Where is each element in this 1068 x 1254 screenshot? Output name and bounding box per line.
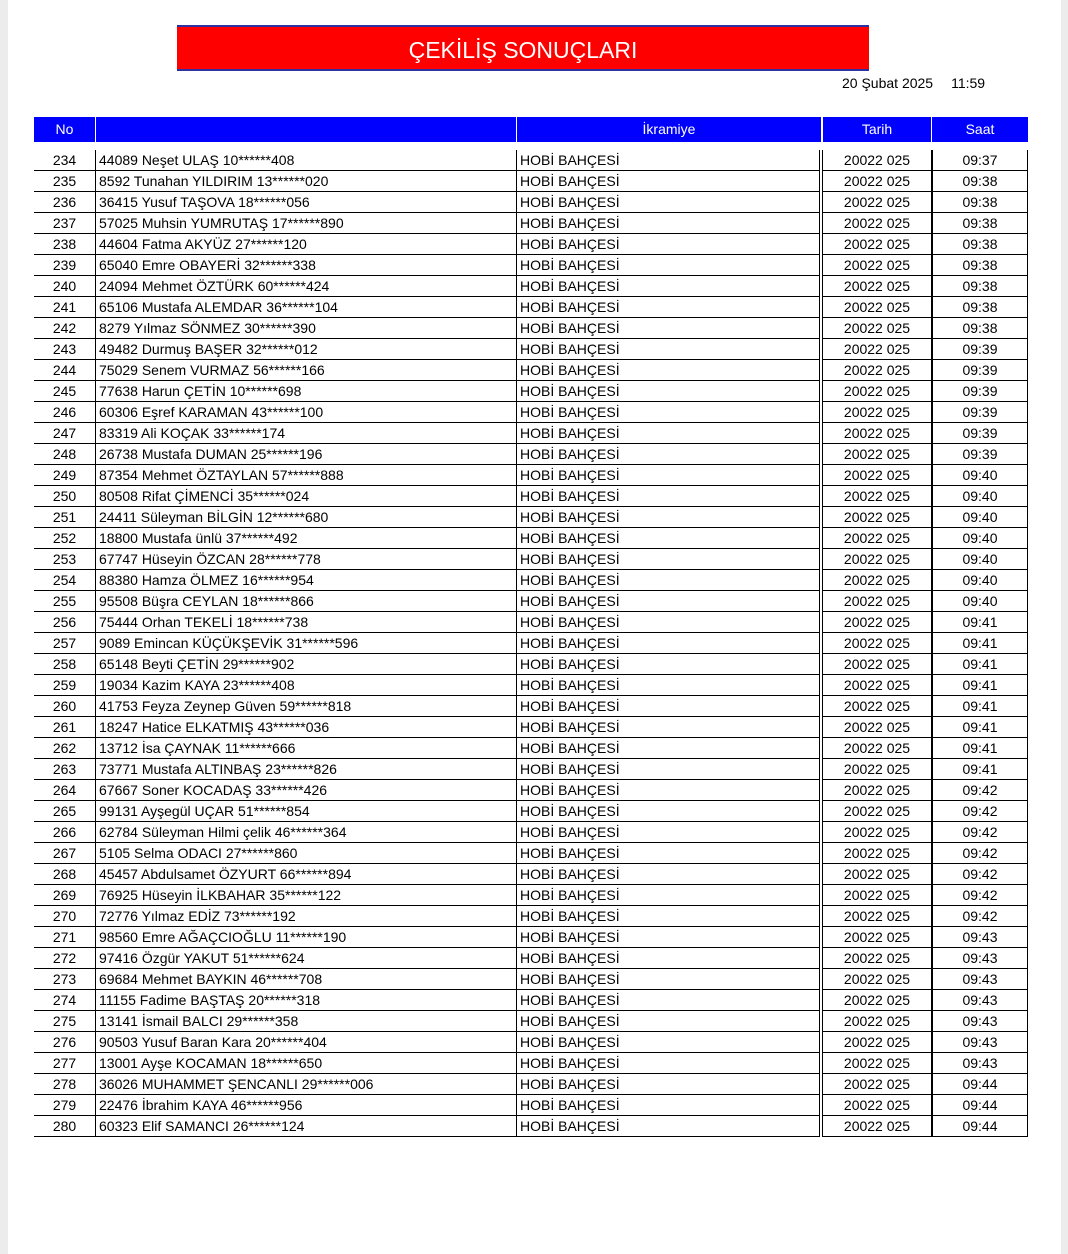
- row-prize: HOBİ BAHÇESİ: [516, 570, 820, 591]
- row-name: 95508 Büşra CEYLAN 18******866: [95, 591, 516, 612]
- table-row: [34, 864, 1028, 885]
- table-row: [34, 654, 1028, 675]
- table-row: [34, 465, 1028, 486]
- table-row: [34, 1011, 1028, 1032]
- row-date: 20022 025: [822, 570, 932, 591]
- row-no: 254: [34, 570, 95, 591]
- row-date: 20022 025: [822, 906, 932, 927]
- header-no: No: [34, 117, 95, 142]
- row-date: 20022 025: [822, 633, 932, 654]
- row-name: 44089 Neşet ULAŞ 10******408: [95, 150, 516, 171]
- table-row: [34, 843, 1028, 864]
- row-prize: HOBİ BAHÇESİ: [516, 990, 820, 1011]
- row-name: 98560 Emre AĞAÇCIOĞLU 11******190: [95, 927, 516, 948]
- row-prize: HOBİ BAHÇESİ: [516, 234, 820, 255]
- row-no: 270: [34, 906, 95, 927]
- row-name: 45457 Abdulsamet ÖZYURT 66******894: [95, 864, 516, 885]
- table-row: [34, 759, 1028, 780]
- row-no: 273: [34, 969, 95, 990]
- row-time: 09:41: [932, 612, 1028, 633]
- row-name: 83319 Ali KOÇAK 33******174: [95, 423, 516, 444]
- row-prize: HOBİ BAHÇESİ: [516, 1116, 820, 1137]
- table-row: [34, 255, 1028, 276]
- row-date: 20022 025: [822, 612, 932, 633]
- table-row: [34, 360, 1028, 381]
- row-date: 20022 025: [822, 696, 932, 717]
- row-time: 09:39: [932, 423, 1028, 444]
- table-row: [34, 1032, 1028, 1053]
- table-row: [34, 549, 1028, 570]
- row-name: 77638 Harun ÇETİN 10******698: [95, 381, 516, 402]
- table-row: [34, 444, 1028, 465]
- row-time: 09:40: [932, 549, 1028, 570]
- row-time: 09:38: [932, 276, 1028, 297]
- row-no: 268: [34, 864, 95, 885]
- row-time: 09:43: [932, 948, 1028, 969]
- row-date: 20022 025: [822, 1116, 932, 1137]
- table-row: [34, 528, 1028, 549]
- row-no: 257: [34, 633, 95, 654]
- row-date: 20022 025: [822, 990, 932, 1011]
- row-no: 276: [34, 1032, 95, 1053]
- table-row: [34, 969, 1028, 990]
- row-no: 246: [34, 402, 95, 423]
- row-no: 265: [34, 801, 95, 822]
- row-time: 09:42: [932, 885, 1028, 906]
- row-date: 20022 025: [822, 843, 932, 864]
- print-datetime: [842, 75, 985, 91]
- table-row: [34, 822, 1028, 843]
- row-no: 236: [34, 192, 95, 213]
- row-time: 09:42: [932, 822, 1028, 843]
- row-date: 20022 025: [822, 1095, 932, 1116]
- row-time: 09:41: [932, 759, 1028, 780]
- table-row: [34, 234, 1028, 255]
- row-time: 09:40: [932, 486, 1028, 507]
- table-row: [34, 570, 1028, 591]
- row-time: 09:38: [932, 234, 1028, 255]
- row-time: 09:38: [932, 255, 1028, 276]
- row-date: 20022 025: [822, 654, 932, 675]
- table-row: [34, 612, 1028, 633]
- document-page: [8, 0, 1061, 1254]
- row-time: 09:38: [932, 171, 1028, 192]
- row-prize: HOBİ BAHÇESİ: [516, 1053, 820, 1074]
- row-name: 60323 Elif SAMANCI 26******124: [95, 1116, 516, 1137]
- row-no: 235: [34, 171, 95, 192]
- row-prize: HOBİ BAHÇESİ: [516, 444, 820, 465]
- row-no: 242: [34, 318, 95, 339]
- row-time: 09:41: [932, 738, 1028, 759]
- table-row: [34, 633, 1028, 654]
- row-date: 20022 025: [822, 402, 932, 423]
- row-date: 20022 025: [822, 318, 932, 339]
- table-row: [34, 927, 1028, 948]
- row-time: 09:38: [932, 192, 1028, 213]
- row-no: 252: [34, 528, 95, 549]
- row-time: 09:39: [932, 402, 1028, 423]
- row-name: 36026 MUHAMMET ŞENCANLI 29******006: [95, 1074, 516, 1095]
- table-row: [34, 318, 1028, 339]
- row-name: 13001 Ayşe KOCAMAN 18******650: [95, 1053, 516, 1074]
- row-no: 266: [34, 822, 95, 843]
- row-name: 9089 Emincan KÜÇÜKŞEVİK 31******596: [95, 633, 516, 654]
- results-body: [34, 150, 1028, 1137]
- row-name: 49482 Durmuş BAŞER 32******012: [95, 339, 516, 360]
- row-time: 09:40: [932, 528, 1028, 549]
- row-prize: HOBİ BAHÇESİ: [516, 864, 820, 885]
- row-name: 75444 Orhan TEKELİ 18******738: [95, 612, 516, 633]
- row-time: 09:42: [932, 864, 1028, 885]
- row-no: 255: [34, 591, 95, 612]
- header-date: Tarih: [823, 117, 931, 142]
- row-prize: HOBİ BAHÇESİ: [516, 717, 820, 738]
- row-name: 67747 Hüseyin ÖZCAN 28******778: [95, 549, 516, 570]
- header-prize: İkramiye: [517, 117, 821, 142]
- row-name: 22476 İbrahim KAYA 46******956: [95, 1095, 516, 1116]
- row-date: 20022 025: [822, 297, 932, 318]
- row-no: 239: [34, 255, 95, 276]
- row-name: 57025 Muhsin YUMRUTAŞ 17******890: [95, 213, 516, 234]
- row-time: 09:40: [932, 465, 1028, 486]
- row-time: 09:41: [932, 654, 1028, 675]
- table-row: [34, 192, 1028, 213]
- row-no: 256: [34, 612, 95, 633]
- row-time: 09:43: [932, 1011, 1028, 1032]
- row-date: 20022 025: [822, 465, 932, 486]
- row-time: 09:44: [932, 1095, 1028, 1116]
- row-no: 237: [34, 213, 95, 234]
- row-prize: HOBİ BAHÇESİ: [516, 801, 820, 822]
- row-name: 65148 Beyti ÇETİN 29******902: [95, 654, 516, 675]
- row-name: 65106 Mustafa ALEMDAR 36******104: [95, 297, 516, 318]
- row-date: 20022 025: [822, 381, 932, 402]
- row-no: 253: [34, 549, 95, 570]
- row-name: 76925 Hüseyin İLKBAHAR 35******122: [95, 885, 516, 906]
- row-prize: HOBİ BAHÇESİ: [516, 171, 820, 192]
- table-row: [34, 696, 1028, 717]
- row-name: 18247 Hatice ELKATMIŞ 43******036: [95, 717, 516, 738]
- row-name: 60306 Eşref KARAMAN 43******100: [95, 402, 516, 423]
- row-prize: HOBİ BAHÇESİ: [516, 465, 820, 486]
- row-prize: HOBİ BAHÇESİ: [516, 150, 820, 171]
- row-prize: HOBİ BAHÇESİ: [516, 486, 820, 507]
- table-row: [34, 339, 1028, 360]
- table-row: [34, 906, 1028, 927]
- row-name: 73771 Mustafa ALTINBAŞ 23******826: [95, 759, 516, 780]
- row-time: 09:40: [932, 570, 1028, 591]
- row-time: 09:37: [932, 150, 1028, 171]
- row-date: 20022 025: [822, 528, 932, 549]
- row-no: 251: [34, 507, 95, 528]
- row-time: 09:38: [932, 213, 1028, 234]
- row-prize: HOBİ BAHÇESİ: [516, 927, 820, 948]
- row-time: 09:43: [932, 969, 1028, 990]
- table-row: [34, 780, 1028, 801]
- row-date: 20022 025: [822, 1011, 932, 1032]
- table-row: [34, 801, 1028, 822]
- row-prize: HOBİ BAHÇESİ: [516, 339, 820, 360]
- row-name: 88380 Hamza ÖLMEZ 16******954: [95, 570, 516, 591]
- row-date: 20022 025: [822, 969, 932, 990]
- row-date: 20022 025: [822, 885, 932, 906]
- row-date: 20022 025: [822, 360, 932, 381]
- row-name: 90503 Yusuf Baran Kara 20******404: [95, 1032, 516, 1053]
- row-prize: HOBİ BAHÇESİ: [516, 633, 820, 654]
- row-no: 240: [34, 276, 95, 297]
- row-no: 275: [34, 1011, 95, 1032]
- row-prize: HOBİ BAHÇESİ: [516, 906, 820, 927]
- table-row: [34, 1074, 1028, 1095]
- row-no: 279: [34, 1095, 95, 1116]
- row-prize: HOBİ BAHÇESİ: [516, 696, 820, 717]
- row-name: 67667 Soner KOCADAŞ 33******426: [95, 780, 516, 801]
- row-no: 262: [34, 738, 95, 759]
- row-time: 09:41: [932, 633, 1028, 654]
- row-time: 09:44: [932, 1074, 1028, 1095]
- row-no: 245: [34, 381, 95, 402]
- row-name: 11155 Fadime BAŞTAŞ 20******318: [95, 990, 516, 1011]
- row-no: 238: [34, 234, 95, 255]
- row-prize: HOBİ BAHÇESİ: [516, 297, 820, 318]
- row-date: 20022 025: [822, 591, 932, 612]
- row-no: 243: [34, 339, 95, 360]
- row-name: 24411 Süleyman BİLGİN 12******680: [95, 507, 516, 528]
- row-time: 09:44: [932, 1116, 1028, 1137]
- row-prize: HOBİ BAHÇESİ: [516, 822, 820, 843]
- table-row: [34, 381, 1028, 402]
- row-time: 09:43: [932, 990, 1028, 1011]
- row-prize: HOBİ BAHÇESİ: [516, 507, 820, 528]
- row-time: 09:41: [932, 675, 1028, 696]
- row-no: 264: [34, 780, 95, 801]
- table-row: [34, 1053, 1028, 1074]
- row-no: 261: [34, 717, 95, 738]
- row-no: 274: [34, 990, 95, 1011]
- row-prize: HOBİ BAHÇESİ: [516, 276, 820, 297]
- row-name: 5105 Selma ODACI 27******860: [95, 843, 516, 864]
- row-prize: HOBİ BAHÇESİ: [516, 528, 820, 549]
- table-row: [34, 486, 1028, 507]
- row-date: 20022 025: [822, 192, 932, 213]
- row-name: 72776 Yılmaz EDİZ 73******192: [95, 906, 516, 927]
- row-name: 13141 İsmail BALCI 29******358: [95, 1011, 516, 1032]
- row-prize: HOBİ BAHÇESİ: [516, 1032, 820, 1053]
- row-prize: HOBİ BAHÇESİ: [516, 759, 820, 780]
- row-prize: HOBİ BAHÇESİ: [516, 318, 820, 339]
- row-name: 13712 İsa ÇAYNAK 11******666: [95, 738, 516, 759]
- row-prize: HOBİ BAHÇESİ: [516, 423, 820, 444]
- table-row: [34, 675, 1028, 696]
- table-row: [34, 885, 1028, 906]
- row-no: 244: [34, 360, 95, 381]
- row-no: 271: [34, 927, 95, 948]
- row-no: 278: [34, 1074, 95, 1095]
- row-name: 8592 Tunahan YILDIRIM 13******020: [95, 171, 516, 192]
- row-name: 87354 Mehmet ÖZTAYLAN 57******888: [95, 465, 516, 486]
- row-date: 20022 025: [822, 423, 932, 444]
- row-no: 250: [34, 486, 95, 507]
- row-date: 20022 025: [822, 717, 932, 738]
- row-time: 09:42: [932, 801, 1028, 822]
- row-prize: HOBİ BAHÇESİ: [516, 612, 820, 633]
- row-prize: HOBİ BAHÇESİ: [516, 549, 820, 570]
- row-date: 20022 025: [822, 1053, 932, 1074]
- row-date: 20022 025: [822, 213, 932, 234]
- row-prize: HOBİ BAHÇESİ: [516, 843, 820, 864]
- row-prize: HOBİ BAHÇESİ: [516, 885, 820, 906]
- row-prize: HOBİ BAHÇESİ: [516, 948, 820, 969]
- row-name: 18800 Mustafa ünlü 37******492: [95, 528, 516, 549]
- row-no: 260: [34, 696, 95, 717]
- row-date: 20022 025: [822, 339, 932, 360]
- table-row: [34, 423, 1028, 444]
- row-time: 09:39: [932, 339, 1028, 360]
- table-row: [34, 990, 1028, 1011]
- table-row: [34, 213, 1028, 234]
- row-time: 09:42: [932, 906, 1028, 927]
- row-time: 09:40: [932, 507, 1028, 528]
- table-row: [34, 738, 1028, 759]
- row-date: 20022 025: [822, 675, 932, 696]
- row-time: 09:38: [932, 297, 1028, 318]
- table-row: [34, 591, 1028, 612]
- row-time: 09:42: [932, 843, 1028, 864]
- row-no: 263: [34, 759, 95, 780]
- row-date: 20022 025: [822, 276, 932, 297]
- row-prize: HOBİ BAHÇESİ: [516, 255, 820, 276]
- row-date: 20022 025: [822, 255, 932, 276]
- row-name: 99131 Ayşegül UÇAR 51******854: [95, 801, 516, 822]
- row-time: 09:43: [932, 1053, 1028, 1074]
- row-time: 09:43: [932, 927, 1028, 948]
- row-name: 62784 Süleyman Hilmi çelik 46******364: [95, 822, 516, 843]
- table-row: [34, 1095, 1028, 1116]
- row-date: 20022 025: [822, 507, 932, 528]
- row-date: 20022 025: [822, 801, 932, 822]
- row-date: 20022 025: [822, 780, 932, 801]
- table-row: [34, 150, 1028, 171]
- row-prize: HOBİ BAHÇESİ: [516, 738, 820, 759]
- row-time: 09:40: [932, 591, 1028, 612]
- table-row: [34, 402, 1028, 423]
- row-date: 20022 025: [822, 444, 932, 465]
- row-prize: HOBİ BAHÇESİ: [516, 675, 820, 696]
- row-date: 20022 025: [822, 234, 932, 255]
- row-time: 09:41: [932, 717, 1028, 738]
- row-no: 267: [34, 843, 95, 864]
- row-name: 19034 Kazim KAYA 23******408: [95, 675, 516, 696]
- row-date: 20022 025: [822, 171, 932, 192]
- row-no: 272: [34, 948, 95, 969]
- row-date: 20022 025: [822, 1032, 932, 1053]
- row-no: 259: [34, 675, 95, 696]
- row-name: 24094 Mehmet ÖZTÜRK 60******424: [95, 276, 516, 297]
- row-date: 20022 025: [822, 948, 932, 969]
- row-prize: HOBİ BAHÇESİ: [516, 192, 820, 213]
- row-date: 20022 025: [822, 738, 932, 759]
- table-row: [34, 276, 1028, 297]
- row-no: 258: [34, 654, 95, 675]
- row-time: 09:39: [932, 360, 1028, 381]
- row-date: 20022 025: [822, 864, 932, 885]
- row-name: 8279 Yılmaz SÖNMEZ 30******390: [95, 318, 516, 339]
- table-row: [34, 171, 1028, 192]
- row-date: 20022 025: [822, 150, 932, 171]
- row-no: 248: [34, 444, 95, 465]
- row-no: 241: [34, 297, 95, 318]
- row-prize: HOBİ BAHÇESİ: [516, 1011, 820, 1032]
- row-time: 09:38: [932, 318, 1028, 339]
- table-row: [34, 507, 1028, 528]
- row-no: 280: [34, 1116, 95, 1137]
- row-prize: HOBİ BAHÇESİ: [516, 969, 820, 990]
- row-date: 20022 025: [822, 486, 932, 507]
- row-name: 44604 Fatma AKYÜZ 27******120: [95, 234, 516, 255]
- table-row: [34, 1116, 1028, 1137]
- row-time: 09:41: [932, 696, 1028, 717]
- table-row: [34, 717, 1028, 738]
- row-date: 20022 025: [822, 549, 932, 570]
- row-time: 09:39: [932, 444, 1028, 465]
- row-name: 36415 Yusuf TAŞOVA 18******056: [95, 192, 516, 213]
- row-name: 65040 Emre OBAYERİ 32******338: [95, 255, 516, 276]
- row-prize: HOBİ BAHÇESİ: [516, 360, 820, 381]
- row-prize: HOBİ BAHÇESİ: [516, 654, 820, 675]
- row-prize: HOBİ BAHÇESİ: [516, 402, 820, 423]
- row-name: 41753 Feyza Zeynep Güven 59******818: [95, 696, 516, 717]
- row-date: 20022 025: [822, 927, 932, 948]
- row-time: 09:42: [932, 780, 1028, 801]
- row-no: 277: [34, 1053, 95, 1074]
- row-no: 249: [34, 465, 95, 486]
- results-table: [34, 150, 1028, 1137]
- page-title: ÇEKİLİŞ SONUÇLARI: [177, 25, 869, 71]
- row-prize: HOBİ BAHÇESİ: [516, 591, 820, 612]
- row-prize: HOBİ BAHÇESİ: [516, 213, 820, 234]
- row-date: 20022 025: [822, 1074, 932, 1095]
- row-name: 69684 Mehmet BAYKIN 46******708: [95, 969, 516, 990]
- row-date: 20022 025: [822, 822, 932, 843]
- row-time: 09:39: [932, 381, 1028, 402]
- row-prize: HOBİ BAHÇESİ: [516, 1074, 820, 1095]
- row-prize: HOBİ BAHÇESİ: [516, 381, 820, 402]
- row-prize: HOBİ BAHÇESİ: [516, 780, 820, 801]
- row-name: 80508 Rifat ÇİMENCİ 35******024: [95, 486, 516, 507]
- row-time: 09:43: [932, 1032, 1028, 1053]
- header-name: [96, 117, 516, 142]
- row-name: 75029 Senem VURMAZ 56******166: [95, 360, 516, 381]
- header-time: Saat: [932, 117, 1028, 142]
- row-name: 26738 Mustafa DUMAN 25******196: [95, 444, 516, 465]
- row-no: 269: [34, 885, 95, 906]
- row-no: 247: [34, 423, 95, 444]
- row-date: 20022 025: [822, 759, 932, 780]
- print-date: 20 Şubat 2025: [842, 75, 934, 91]
- table-row: [34, 297, 1028, 318]
- row-no: 234: [34, 150, 95, 171]
- print-time: 11:59: [951, 75, 986, 91]
- row-name: 97416 Özgür YAKUT 51******624: [95, 948, 516, 969]
- table-row: [34, 948, 1028, 969]
- row-prize: HOBİ BAHÇESİ: [516, 1095, 820, 1116]
